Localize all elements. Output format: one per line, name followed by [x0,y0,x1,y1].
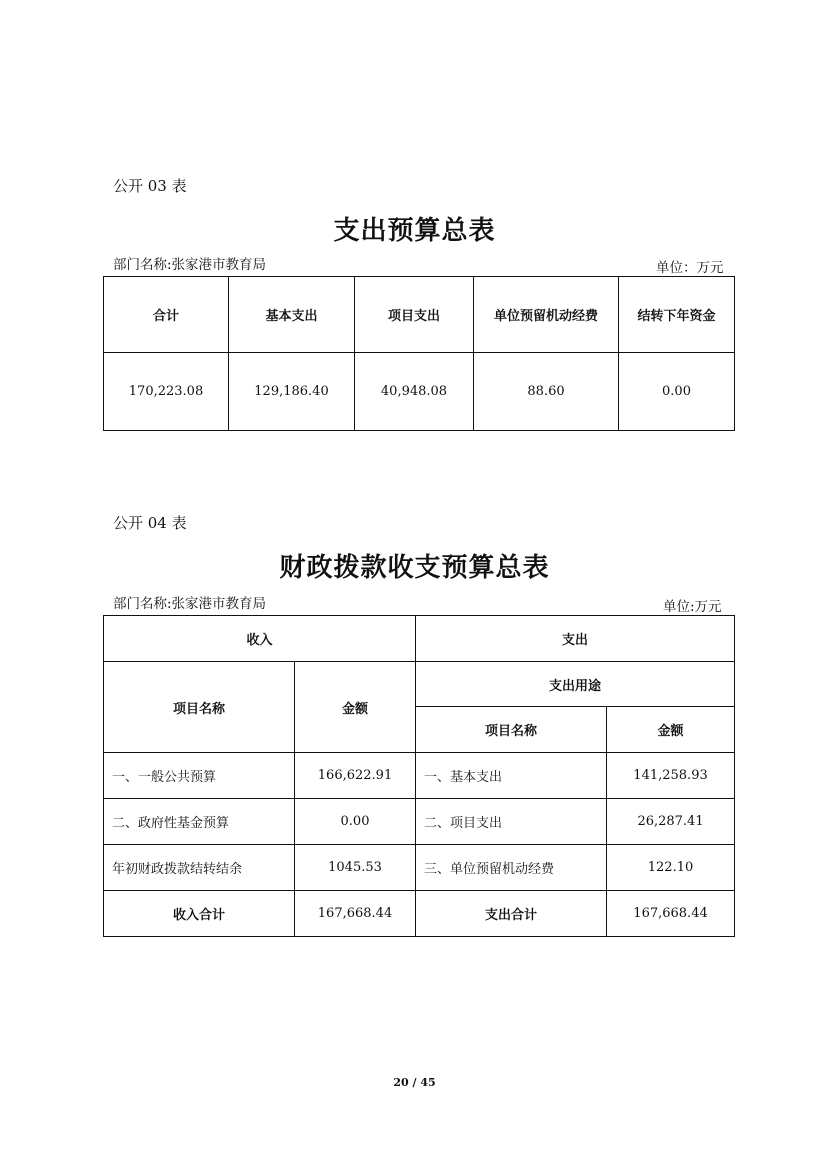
expense-item: 三、单位预留机动经费 [416,845,607,891]
table-04-label: 公开 04 表 [113,514,187,532]
header-basic-expense: 基本支出 [229,277,355,353]
table-row [104,799,735,845]
value-carryover: 0.00 [619,353,735,431]
income-total-label: 收入合计 [104,891,295,937]
expense-item-header: 项目名称 [416,707,607,753]
expense-total-label: 支出合计 [416,891,607,937]
income-amount: 1045.53 [295,845,416,891]
income-item: 一、一般公共预算 [104,753,295,799]
expense-amount: 141,258.93 [607,753,735,799]
header-carryover: 结转下年资金 [619,277,735,353]
value-basic-expense: 129,186.40 [229,353,355,431]
expense-header: 支出 [416,616,735,662]
table-03-department: 部门名称:张家港市教育局 [113,257,267,273]
table-03-unit: 单位：万元 [656,260,724,276]
table-03-header-row [104,277,735,353]
table-04 [103,615,735,937]
income-total-amount: 167,668.44 [295,891,416,937]
expense-amount: 26,287.41 [607,799,735,845]
value-reserve-fund: 88.60 [474,353,619,431]
income-item: 二、政府性基金预算 [104,799,295,845]
table-03-value-row [104,353,735,431]
income-amount-header: 金额 [295,662,416,753]
expense-amount-header: 金额 [607,707,735,753]
header-project-expense: 项目支出 [355,277,474,353]
income-item-header: 项目名称 [104,662,295,753]
table-04-total-row [104,891,735,937]
table-03-label: 公开 03 表 [113,177,187,195]
income-amount: 0.00 [295,799,416,845]
header-reserve-fund: 单位预留机动经费 [474,277,619,353]
income-header: 收入 [104,616,416,662]
table-04-subheader-row [104,662,735,707]
value-project-expense: 40,948.08 [355,353,474,431]
table-04-section-row [104,616,735,662]
header-total: 合计 [104,277,229,353]
table-row [104,845,735,891]
table-03-title: 支出预算总表 [333,216,496,246]
income-item: 年初财政拨款结转结余 [104,845,295,891]
expense-use-header: 支出用途 [416,662,735,707]
value-total: 170,223.08 [104,353,229,431]
expense-item: 二、项目支出 [416,799,607,845]
page-number: 20 / 45 [393,1076,436,1089]
expense-item: 一、基本支出 [416,753,607,799]
expense-total-amount: 167,668.44 [607,891,735,937]
table-row [104,753,735,799]
table-04-department: 部门名称:张家港市教育局 [113,596,267,612]
table-04-title: 财政拨款收支预算总表 [279,553,550,583]
table-03 [103,276,735,431]
income-amount: 166,622.91 [295,753,416,799]
table-04-unit: 单位:万元 [663,599,722,615]
expense-amount: 122.10 [607,845,735,891]
